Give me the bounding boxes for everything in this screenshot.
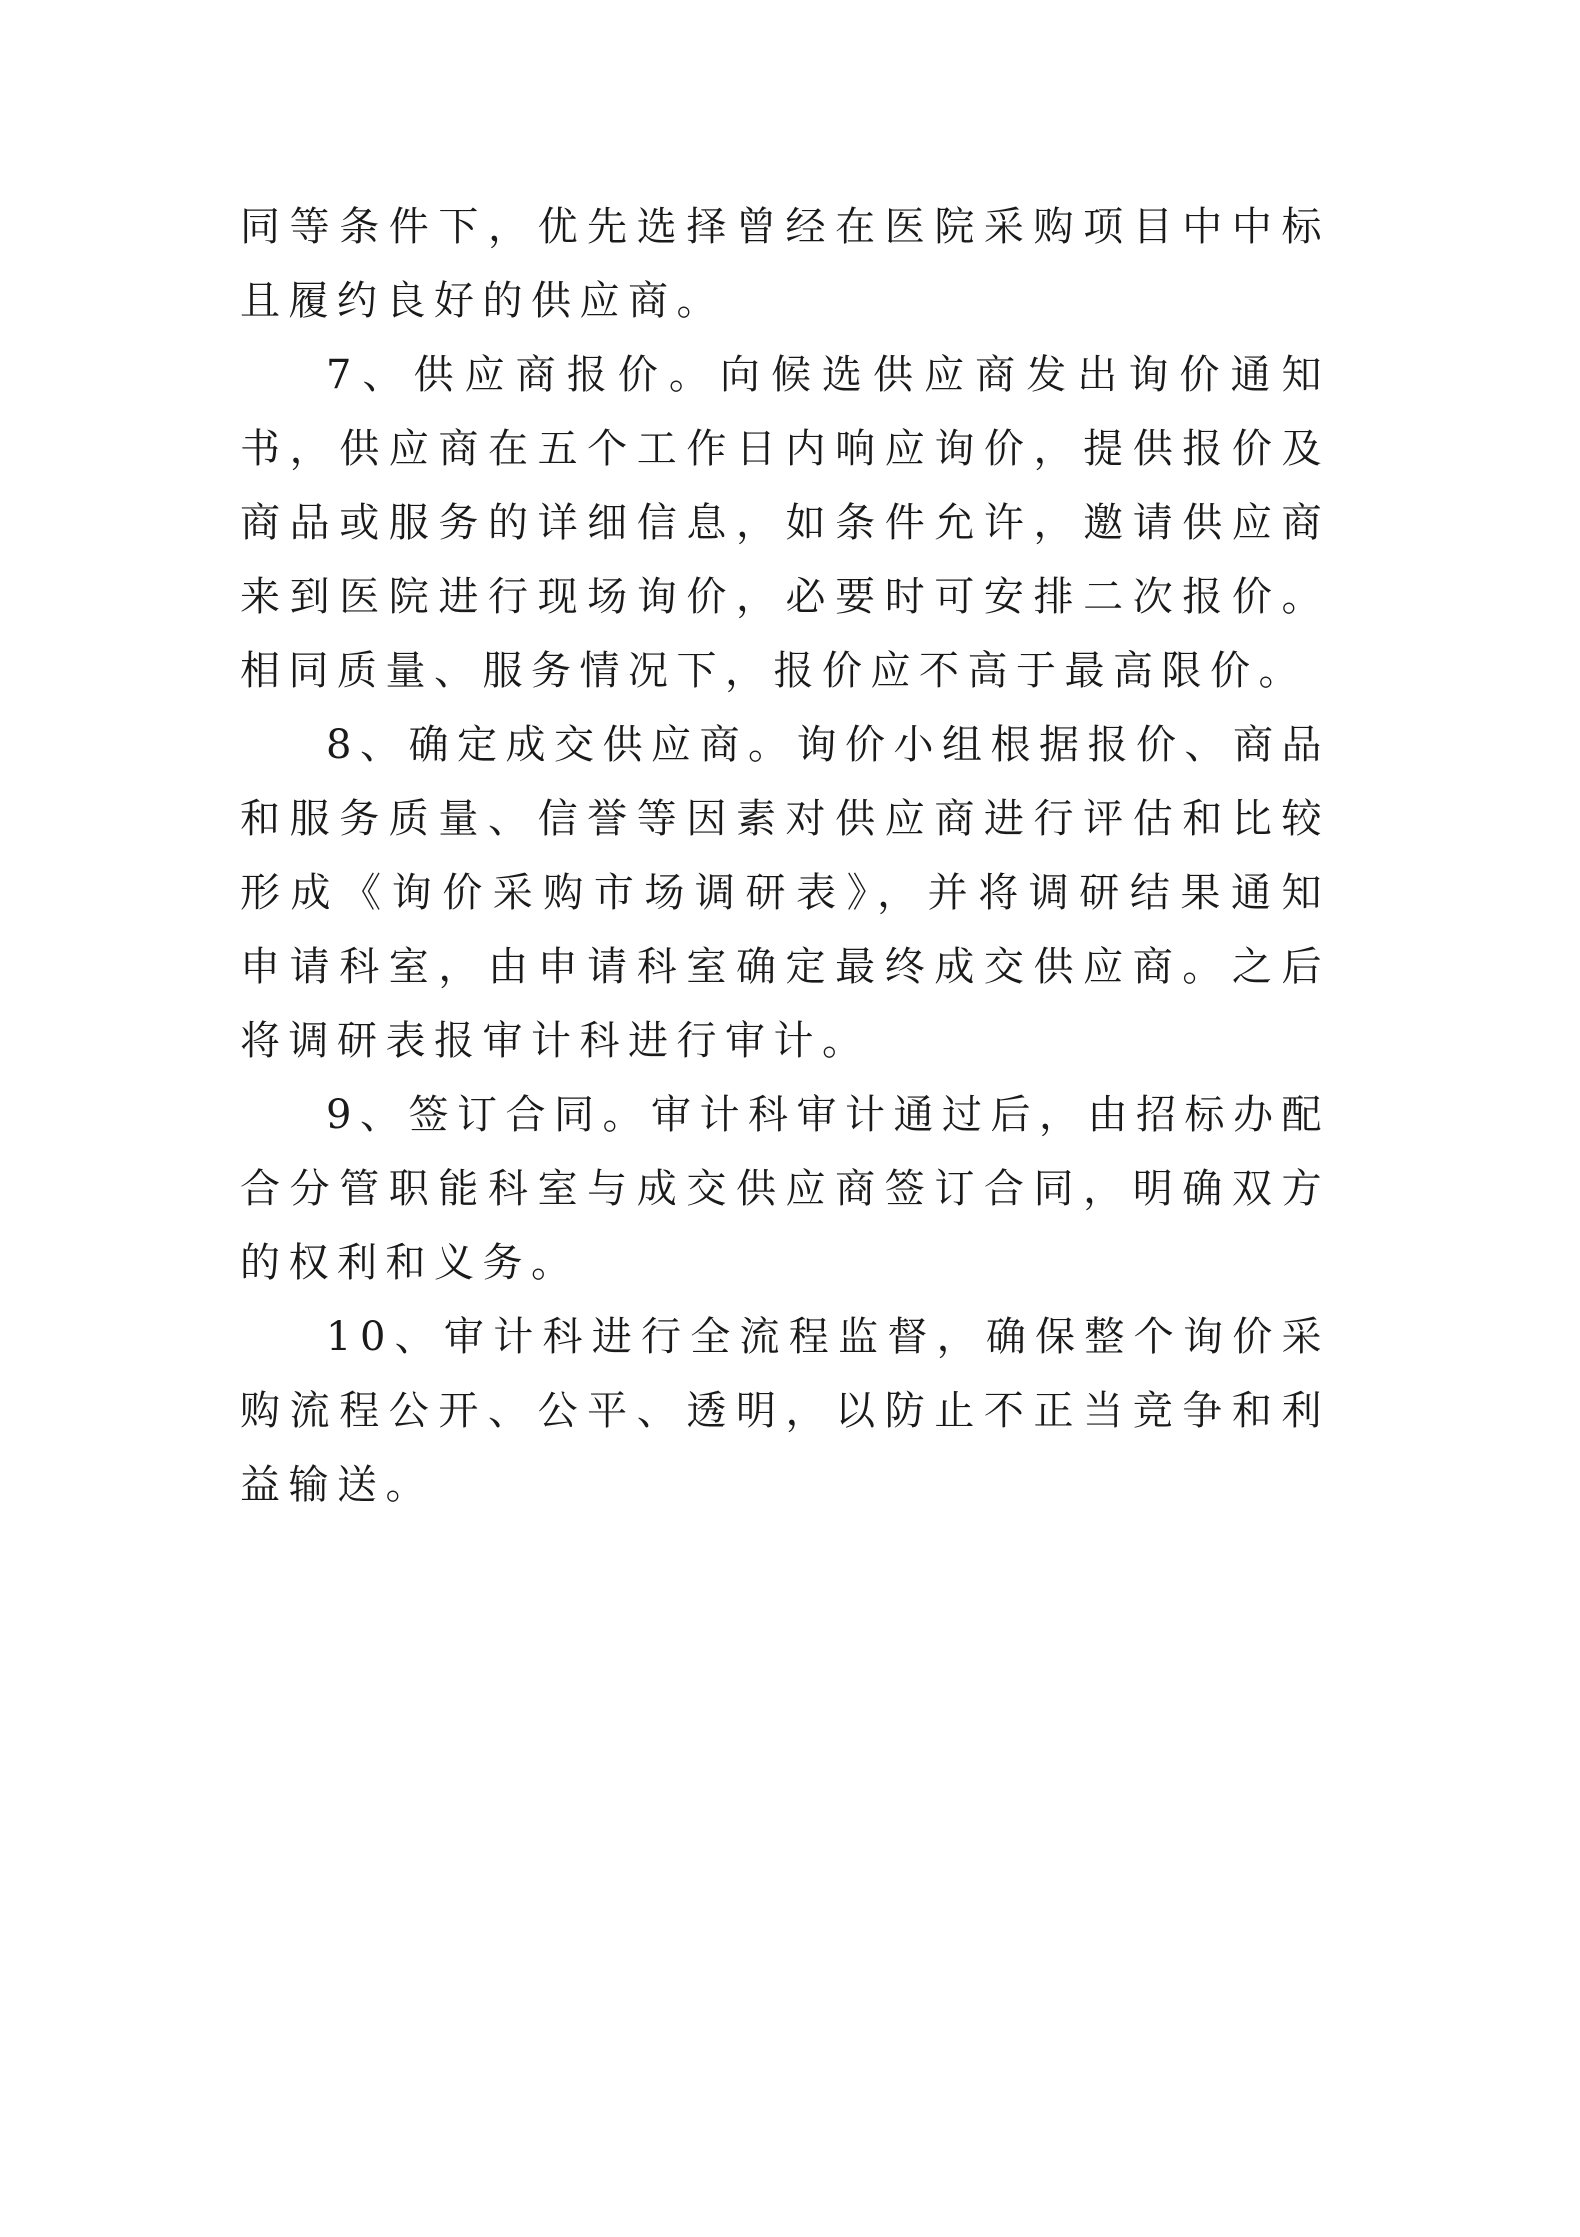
- paragraph-item-9: 9、签订合同。审计科审计通过后，由招标办配合分管职能科室与成交供应商签订合同，明确双方的权利和义务。: [240, 1092, 1330, 1286]
- paragraph-item-10: 10、审计科进行全流程监督，确保整个询价采购流程公开、公平、透明，以防止不正当竞争和利益输送。: [240, 1314, 1330, 1508]
- paragraph-item-8: 8、确定成交供应商。询价小组根据报价、商品和服务质量、信誉等因素对供应商进行评估和比较形成《询价采购市场调研表》，并将调研结果通知申请科室，由申请科室确定最终成交供应商。之后将调研表报审计科进行审计。: [240, 722, 1330, 1064]
- paragraph-item-7: 7、供应商报价。向候选供应商发出询价通知书，供应商在五个工作日内响应询价，提供报价及商品或服务的详细信息，如条件允许，邀请供应商来到医院进行现场询价，必要时可安排二次报价。相同质量、服务情况下，报价应不高于最高限价。: [240, 352, 1330, 694]
- document-body: [240, 190, 1330, 1522]
- paragraph-continuation: 同等条件下，优先选择曾经在医院采购项目中中标且履约良好的供应商。: [240, 204, 1330, 324]
